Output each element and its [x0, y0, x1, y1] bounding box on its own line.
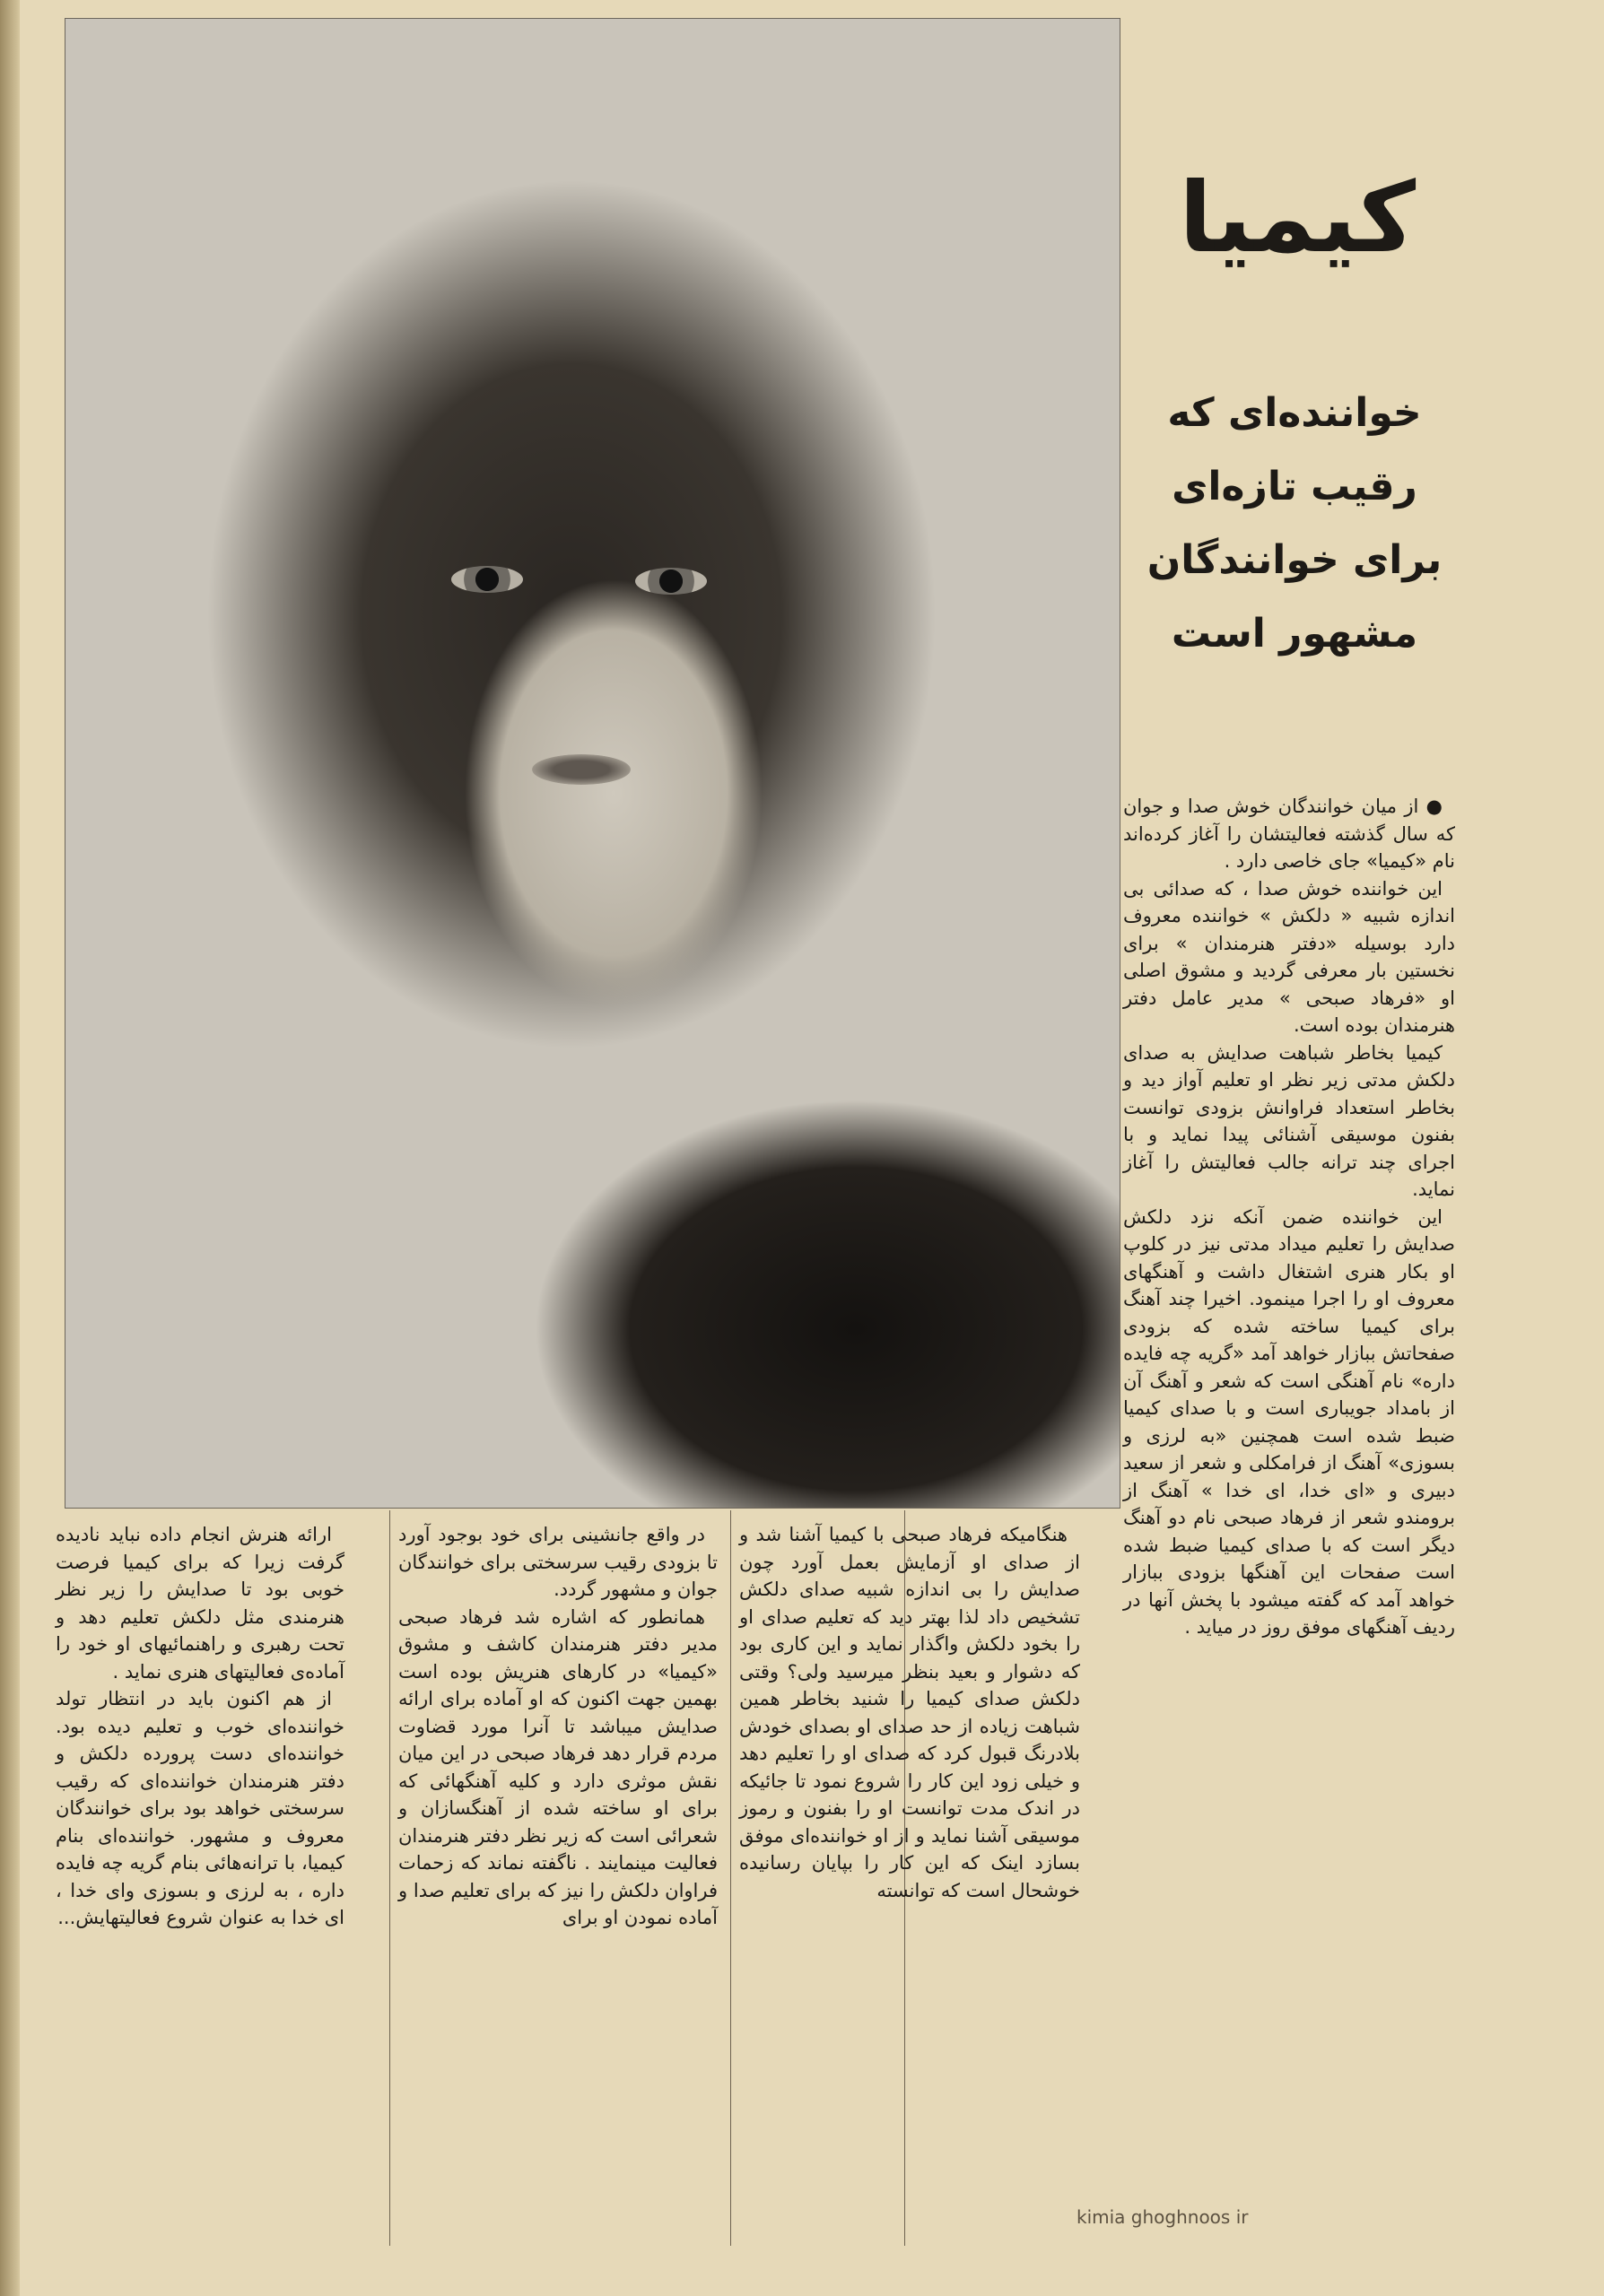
paragraph: ارائه هنرش انجام داده نباید نادیده گرفت زیرا که برای کیمیا فرصت خوبی بود تا صدایش را زیر نظر هنرمندی مثل دلکش تعلیم دهد و تحت رهبری و راهنمائیهای او خود را آماده‌ی فعالیتهای هنری نماید . — [56, 1524, 344, 1683]
article-column-bottom-2 — [398, 1521, 718, 1932]
article-column-right — [1123, 793, 1455, 1641]
subtitle-line: خواننده‌ای که — [1167, 390, 1422, 436]
watermark-text: kimia ghoghnoos ir — [1077, 2206, 1249, 2228]
paragraph: هنگامیکه فرهاد صبحی با کیمیا آشنا شد و از صدای او آزمایش بعمل آورد چون صدایش را بی اندازه شبیه صدای دلکش تشخیص داد لذا بهتر دید که تعلیم صدای او را بخود دلکش واگذار نماید و این کاری بود که دشوار و بعید بنظر میرسید ولی؟ وقتی دلکش صدای کیمیا را شنید بخاطر همین شباهت زیاده از حد صدای او بصدای خودش بلادرنگ قبول کرد که صدای او را تعلیم دهد و خیلی زود این کار را شروع نمود تا جائیکه در اندک مدت توانست او را بفنون و رموز موسیقی آشنا نماید و از او خواننده‌ای موفق بسازد اینک که این کار را بپایان رسانیده خوشحال است که توانسته — [739, 1524, 1080, 1901]
article-subtitle — [1146, 377, 1443, 671]
paragraph: کیمیا بخاطر شباهت صدایش به صدای دلکش مدتی زیر نظر او تعلیم آواز دید و بخاطر استعداد فراوانش بزودی توانست بفنون موسیقی آشنائی پیدا نماید و با اجرای چند ترانه جالب فعالیتش را آغاز نماید. — [1123, 1041, 1455, 1200]
column-divider — [389, 1510, 390, 2246]
paragraph: در واقع جانشینی برای خود بوجود آورد تا بزودی رقیب سرسختی برای خوانندگان جوان و مشهور گردد. — [398, 1524, 718, 1600]
subtitle-line: برای خوانندگان — [1146, 537, 1443, 583]
subtitle-line: مشهور است — [1171, 611, 1418, 657]
article-title: کیمیا — [1179, 162, 1416, 274]
portrait-lips — [532, 754, 631, 785]
article-column-bottom-1 — [739, 1521, 1080, 1904]
subtitle-line: رقیب تازه‌ای — [1172, 464, 1417, 509]
paragraph: از هم اکنون باید در انتظار تولد خواننده‌ای خوب و تعلیم دیده بود. خواننده‌ای دست پرورده دلکش و دفتر هنرمندان خواننده‌ای که رقیب سرسختی خواهد بود برای خوانندگان معروف و مشهور. خواننده‌ای بنام کیمیا، با ترانه‌هائی بنام گریه چه فایده داره ، به لرزی و بسوزی وای خدا ، ای خدا به عنوان شروع فعالیتهایش... — [56, 1688, 344, 1928]
paragraph: این خواننده خوش صدا ، که صدائی بی اندازه شبیه « دلکش » خواننده معروف دارد بوسیله «دفتر هنرمندان » برای نخستین بار معرفی گردید و مشوق اصلی او «فرهاد صبحی » مدیر عامل دفتر هنرمندان بوده است. — [1123, 877, 1455, 1036]
column-divider — [730, 1510, 731, 2246]
portrait-photo — [65, 18, 1120, 1509]
article-column-bottom-3 — [56, 1521, 344, 1932]
page-edge — [0, 0, 20, 2296]
paragraph: همانطور که اشاره شد فرهاد صبحی مدیر دفتر هنرمندان کاشف و مشوق «کیمیا» در کارهای هنریش بوده است بهمین جهت اکنون که او آماده برای ارائه صدایش میباشد تا آنرا مورد قضاوت مردم قرار دهد فرهاد صبحی در این میان نقش موثری دارد و کلیه آهنگهائی که برای او ساخته شده از آهنگسازان و شعرائی است که زیر نظر دفتر هنرمندان فعالیت مینمایند . ناگفته نماند که زحمات فراوان دلکش را نیز که برای تعلیم صدا و آماده نمودن او برای — [398, 1605, 718, 1928]
portrait-eye-right — [635, 568, 707, 595]
portrait-eye-left — [451, 566, 523, 593]
paragraph: ● از میان خوانندگان خوش صدا و جوان که سال گذشته فعالیتشان را آغاز کرده‌اند نام «کیمیا» جای خاصی دارد . — [1123, 796, 1455, 872]
paragraph: این خواننده ضمن آنکه نزد دلکش صدایش را تعلیم میداد مدتی نیز در کلوپ او بکار هنری اشتغال داشت و آهنگهای معروف او را اجرا مینمود. اخیرا چند آهنگ برای کیمیا ساخته شده که بزودی صفحاتش ببازار خواهد آمد «گریه چه فایده داره» نام آهنگی است که شعر و آهنگ آن از بامداد جویباری است و با صدای کیمیا ضبط شده است همچنین «به لرزی و بسوزی» آهنگ از فرامکلی و شعر از سعید دبیری و «ای خدا، ای خدا » آهنگ از برومندو شعر از فرهاد صبحی نام دو آهنگ دیگر است که با صدای کیمیا ضبط شده است صفحات این آهنگها بزودی ببازار خواهد آمد که گفته میشود با پخش آنها در ردیف آهنگهای موفق روز در میاید . — [1123, 1205, 1455, 1638]
